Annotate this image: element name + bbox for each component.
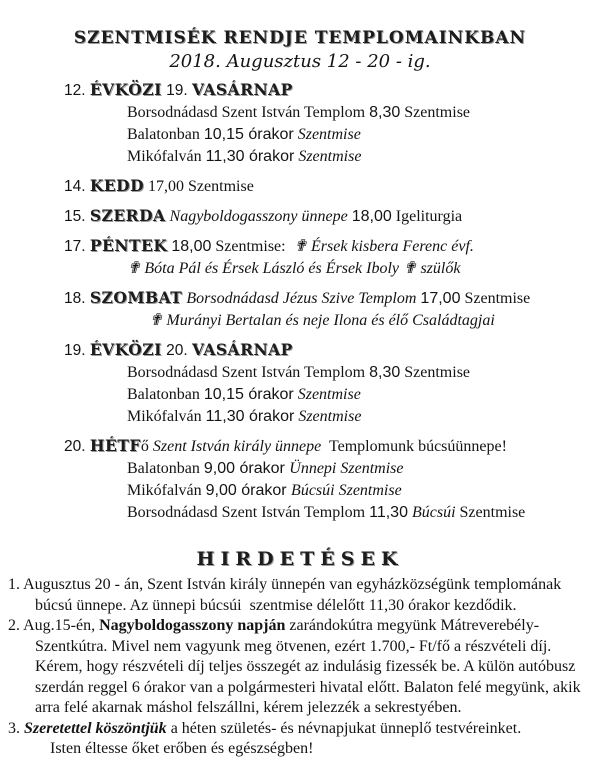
schedule-heading (64, 79, 592, 102)
text-segment: Mikófalván (127, 408, 206, 425)
schedule-subline (127, 502, 592, 524)
text-segment: 20. (64, 438, 90, 455)
text-segment: 11,30 órakor (205, 408, 295, 425)
schedule-subline (127, 362, 592, 384)
page-title: SZENTMISÉK RENDJE TEMPLOMAINKBAN (73, 28, 527, 48)
text-segment: Borsodnádasd Szent István Templom (127, 364, 370, 381)
text-segment: 8,30 (369, 364, 401, 381)
text-segment: Búcsúi (411, 504, 456, 521)
text-segment: Nagyboldogasszony napján (99, 617, 286, 634)
schedule-list (64, 79, 592, 524)
text-segment: Ünnepi Szentmise (289, 460, 404, 477)
text-segment: zarándokútra megyünk Mátreverebély- (285, 617, 540, 634)
announcements-title: HIRDETÉSEK (196, 548, 404, 570)
text-segment: Templomunk búcsúünnepe! (321, 438, 507, 455)
schedule-heading (64, 339, 592, 362)
text-segment: Balatonban (127, 386, 204, 403)
text-segment: 19. (161, 82, 192, 99)
announcement-line (35, 637, 596, 658)
text-segment: Nagyboldogasszony ünnepe (169, 208, 348, 225)
text-segment: Mikófalván (127, 482, 206, 499)
text-segment: ÉVKÖZI (89, 80, 162, 99)
text-segment: búcsú ünnepe. Az ünnepi búcsúi szentmise délelőtt 11,30 órakor kezdődik. (35, 596, 517, 614)
text-segment: VASÁRNAP (192, 80, 293, 99)
text-segment: szerdán reggel 6 órakor van a polgármesteri hivatal előtt. Balaton felé megyünk, akik (35, 678, 581, 696)
text-segment: 19. (64, 342, 90, 359)
announcement-item (8, 575, 596, 616)
announcement-line (8, 575, 596, 596)
text-segment: Szentmise (400, 364, 471, 381)
text-segment: PÉNTEK (89, 236, 168, 255)
text-segment: ÉVKÖZI (89, 340, 162, 359)
schedule-subline (127, 480, 592, 502)
announcement-item (8, 719, 596, 760)
schedule-heading (64, 287, 592, 310)
text-segment: VASÁRNAP (192, 340, 293, 359)
announcement-line (35, 698, 596, 719)
schedule-subline (127, 146, 592, 168)
schedule-entry (64, 287, 592, 332)
announcements-list (8, 575, 596, 760)
announcement-line (35, 657, 596, 678)
schedule-entry (64, 79, 592, 168)
text-segment: Búcsúi Szentmise (291, 482, 402, 499)
schedule-heading (64, 175, 592, 198)
text-segment: 15. (64, 208, 90, 225)
text-segment: arra felé akarnak máshol felszállni, kérem jelezzék a sekrestyében. (35, 699, 462, 716)
text-segment: 12. (64, 82, 90, 99)
text-segment: ✟ Érsek kisbera Ferenc évf. (293, 238, 474, 255)
text-segment: Balatonban (127, 460, 204, 477)
text-segment: 20. (161, 342, 192, 359)
text-segment: SZOMBAT (89, 288, 183, 307)
date-range: 2018. Augusztus 12 - 20 - ig. (169, 51, 431, 72)
text-segment: Szentkútra. Mivel nem vagyunk meg ötvenen, ezért 1.700,- Ft/fő a részvételi díj. (35, 637, 552, 655)
text-segment: Szentmise (297, 386, 361, 403)
text-segment: 11,30 órakor (205, 148, 295, 165)
text-segment: 17,00 Szentmise (144, 178, 254, 195)
announcement-line (35, 596, 596, 617)
text-segment: 18,00 (171, 238, 212, 255)
text-segment: Szentmise (400, 104, 471, 121)
schedule-subline (127, 258, 592, 280)
text-segment: HÉTF (89, 436, 141, 455)
announcement-line (8, 719, 596, 740)
text-segment: Kérem, hogy részvételi díj teljes összegét az indulásig fizessék be. A külön autóbusz (35, 658, 576, 675)
text-segment: ő (140, 438, 153, 455)
schedule-entry (64, 435, 592, 524)
schedule-subline (127, 102, 592, 124)
text-segment: Szentmise (298, 408, 362, 425)
text-segment: 1. Augusztus 20 - án, Szent István király ünnepén van egyházközségünk templomának (8, 576, 562, 593)
text-segment: ✟ Murányi Bertalan és neje Ilona és élő Családtagjai (149, 312, 495, 329)
schedule-subline (127, 458, 592, 480)
text-segment: 9,00 órakor (203, 460, 290, 477)
announcement-line (35, 678, 596, 699)
text-segment: Szeretettel köszöntjük (24, 719, 167, 737)
text-segment: Szentmise (460, 290, 531, 307)
schedule-heading (64, 235, 592, 258)
schedule-entry (64, 175, 592, 198)
text-segment: SZERDA (89, 206, 166, 225)
schedule-subline (127, 384, 592, 406)
text-segment: Borsodnádasd Szent István Templom (127, 104, 370, 121)
text-segment: 17,00 (420, 290, 461, 307)
text-segment: 18. (64, 290, 90, 307)
text-segment: 11,30 (369, 504, 408, 521)
announcement-line (50, 739, 596, 760)
text-segment: Szentmise (455, 504, 526, 521)
text-segment: 10,15 órakor (203, 126, 294, 143)
schedule-subline (127, 124, 592, 146)
text-segment: 3. (8, 719, 24, 737)
text-segment: Mikófalván (127, 148, 206, 165)
announcement-item (8, 616, 596, 719)
text-segment: 2. Aug.15-én, (8, 617, 100, 634)
text-segment: ✟ Bóta Pál és Érsek László és Érsek Iboly ✟ szülők (127, 260, 461, 277)
text-segment: KEDD (89, 176, 145, 195)
text-segment: Borsodnádasd Jézus Szive Templom (186, 290, 417, 307)
schedule-heading (64, 205, 592, 228)
schedule-heading (64, 435, 592, 458)
schedule-entry (64, 339, 592, 428)
text-segment: Borsodnádasd Szent István Templom (127, 504, 370, 521)
text-segment: 17. (64, 238, 90, 255)
text-segment: 10,15 órakor (203, 386, 294, 403)
text-segment: Balatonban (127, 126, 204, 143)
schedule-entry (64, 235, 592, 280)
text-segment: Szentmise (297, 126, 361, 143)
text-segment: 14. (64, 178, 90, 195)
text-segment: 9,00 órakor (205, 482, 292, 499)
schedule-subline (149, 310, 592, 332)
text-segment: Igeliturgia (391, 208, 463, 225)
schedule-subline (127, 406, 592, 428)
text-segment: Szentmise (298, 148, 362, 165)
announcement-line (8, 616, 596, 637)
text-segment: 18,00 (351, 208, 392, 225)
text-segment: a héten születés- és névnapjukat ünneplő testvéreinket. (166, 719, 522, 737)
text-segment: Szent István király ünnepe (152, 438, 322, 455)
text-segment: Isten éltesse őket erőben és egészségben! (50, 740, 314, 757)
text-segment: 8,30 (369, 104, 401, 121)
schedule-entry (64, 205, 592, 228)
text-segment: Szentmise: (211, 238, 294, 255)
